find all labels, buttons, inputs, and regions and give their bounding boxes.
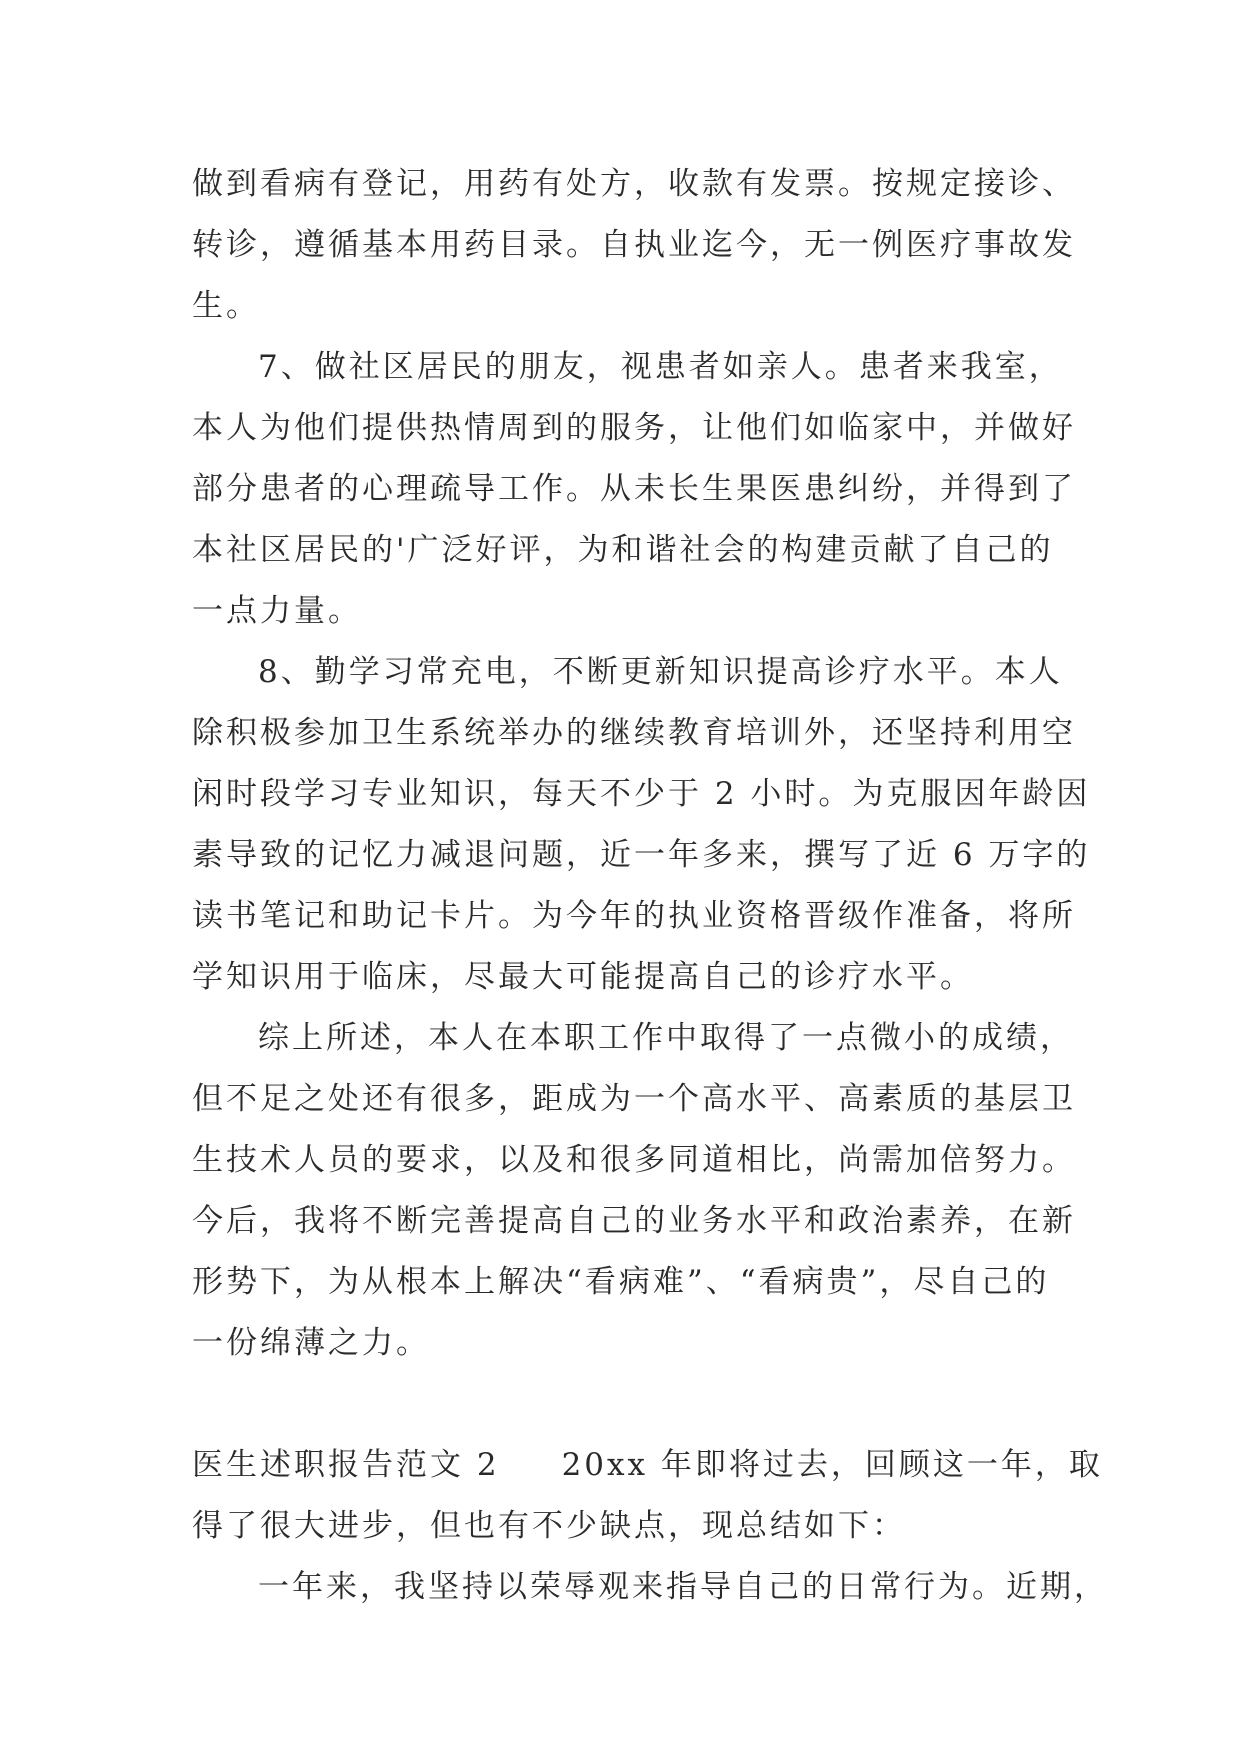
- text-line: 形势下，为从根本上解决“看病难”、“看病贵”，尽自己的: [192, 1264, 1050, 1300]
- text-line: 得了很大进步，但也有不少缺点，现总结如下：: [192, 1508, 906, 1544]
- text-line: 一点力量。: [192, 593, 362, 629]
- text-line: 学知识用于临床，尽最大可能提高自己的诊疗水平。: [192, 959, 974, 995]
- text-line: 一份绵薄之力。: [192, 1325, 430, 1361]
- text-line: 做到看病有登记，用药有处方，收款有发票。按规定接诊、: [192, 166, 1076, 202]
- summary-first-line: 综上所述，本人在本职工作中取得了一点微小的成绩，: [258, 1020, 1074, 1056]
- text-line: 部分患者的心理疏导工作。从未长生果医患纠纷，并得到了: [192, 471, 1076, 507]
- section-2-heading: 医生述职报告范文 2: [192, 1447, 500, 1483]
- text-line: 本人为他们提供热情周到的服务，让他们如临家中，并做好: [192, 410, 1076, 446]
- paragraph-8-first-line: 8、勤学习常充电，不断更新知识提高诊疗水平。本人: [258, 654, 1063, 690]
- text-line: 生。: [192, 288, 260, 324]
- blank-line: [192, 1374, 1072, 1435]
- section-2-heading-line: [192, 1435, 1103, 1496]
- paragraph-7-first-line: 7、做社区居民的朋友，视患者如亲人。患者来我室，: [258, 349, 1063, 385]
- text-line: 除积极参加卫生系统举办的继续教育培训外，还坚持利用空: [192, 715, 1076, 751]
- text-line: 闲时段学习专业知识，每天不少于 2 小时。为克服因年龄因: [192, 776, 1091, 812]
- text-line: 转诊，遵循基本用药目录。自执业迄今，无一例医疗事故发: [192, 227, 1076, 263]
- text-line: 生技术人员的要求，以及和很多同道相比，尚需加倍努力。: [192, 1142, 1076, 1178]
- text-line: 素导致的记忆力减退问题，近一年多来，撰写了近 6 万字的: [192, 837, 1091, 873]
- document-body: [192, 154, 1108, 1618]
- text-line: 本社区居民的'广泛好评，为和谐社会的构建贡献了自己的: [192, 532, 1054, 568]
- text-line: 今后，我将不断完善提高自己的业务水平和政治素养，在新: [192, 1203, 1076, 1239]
- text-line: 读书笔记和助记卡片。为今年的执业资格晋级作准备，将所: [192, 898, 1076, 934]
- text-line: 但不足之处还有很多，距成为一个高水平、高素质的基层卫: [192, 1081, 1076, 1117]
- section-2-intro: 20xx 年即将过去，回顾这一年，取: [561, 1447, 1103, 1483]
- section-2-paragraph-first-line: 一年来，我坚持以荣辱观来指导自己的日常行为。近期，: [258, 1569, 1108, 1605]
